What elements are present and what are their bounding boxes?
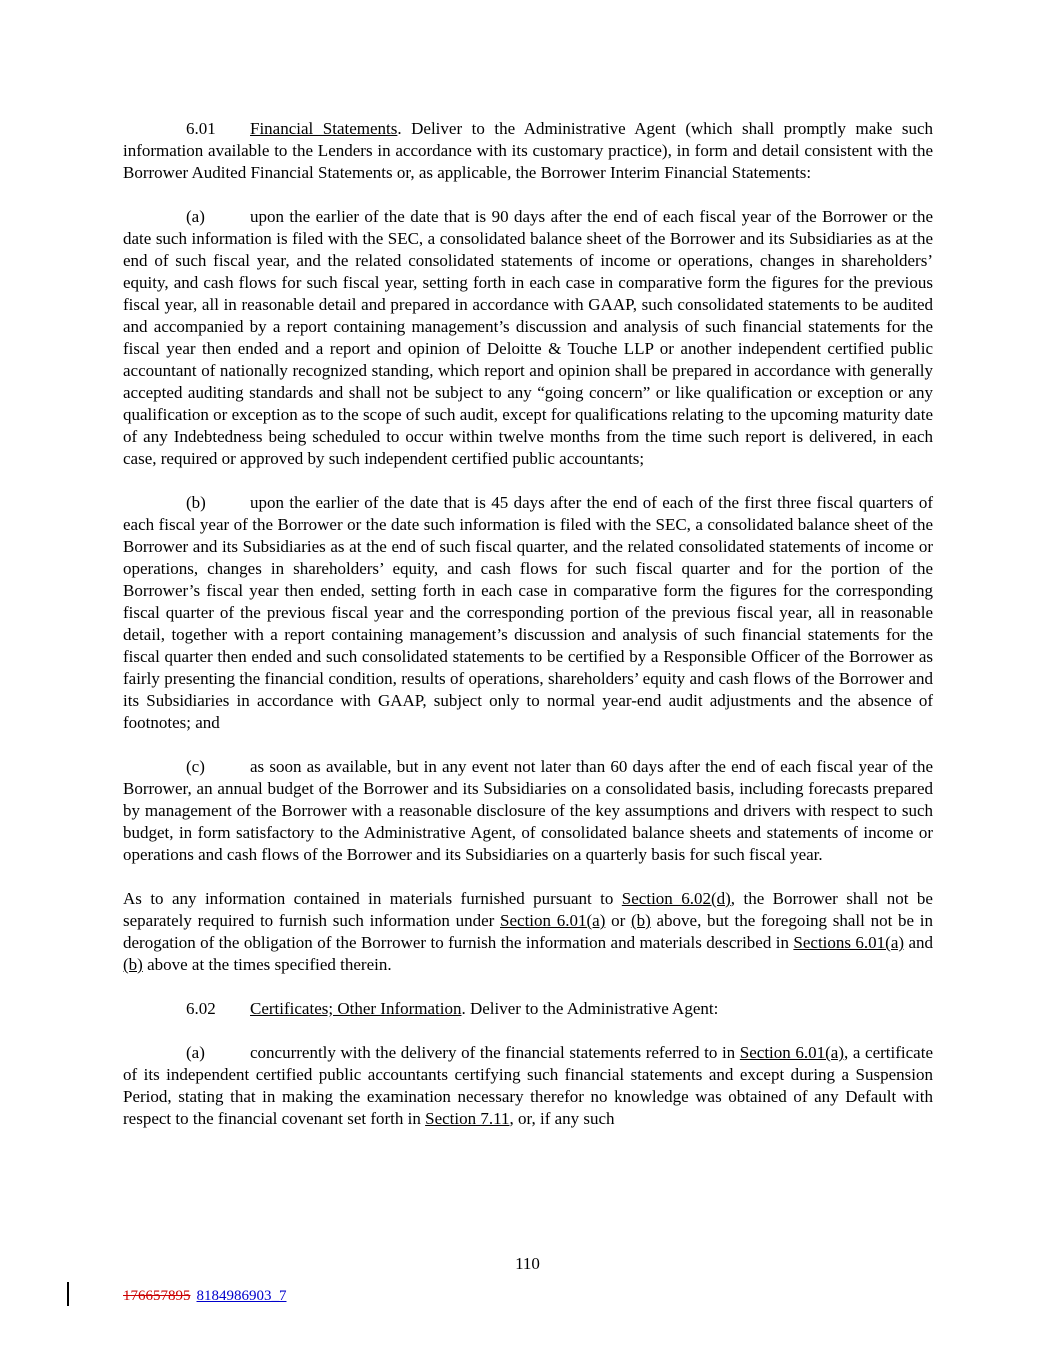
cross-reference-b: (b) — [630, 911, 651, 930]
paragraph-6-02-a — [123, 1042, 933, 1130]
text-run: upon the earlier of the date that is 45 days after the end of each of the first three fiscal quarters of each fiscal year of the Borrower or the date such information is filed with the SEC, a consolidated balance sheet of the Borrower and its Subsidiaries as at the end of such fiscal quarter, and the related consolidated statements of income or operations, changes in shareholders’ equity, and cash flows for such fiscal quarter and for the portion of the Borrower’s fiscal year then ended, setting forth in each case in comparative form the figures for the corresponding fiscal quarter of the previous fiscal year and the corresponding portion of the previous fiscal year, all in reasonable detail, together with a report containing management’s discussion and analysis of such financial statements for the fiscal quarter then ended and such consolidated statements to be certified by a Responsible Officer of the Borrower as fairly presenting the financial condition, results of operations, shareholders’ equity and cash flows of the Borrower and its Subsidiaries in accordance with GAAP, subject only to normal year-end audit adjustments and the absence of footnotes; and — [123, 493, 933, 732]
text-run: , the Borrower shall not be separately required to furnish such information under — [123, 889, 933, 930]
section-heading-6-02: Certificates; Other Information — [250, 999, 462, 1018]
text-run: and — [904, 933, 934, 952]
paragraph-6-01 — [123, 118, 933, 184]
section-heading-6-01: Financial Statements — [250, 119, 398, 138]
clause-marker-c: (c) — [186, 757, 205, 776]
change-bar-icon — [67, 1282, 69, 1306]
text-run: upon the earlier of the date that is 90 days after the end of each fiscal year of the Borrower or the date such information is filed with the SEC, a consolidated balance sheet of the Borrower and its Subsidiaries as at the end of such fiscal year, and the related consolidated statements of income or operations, changes in shareholders’ equity, and cash flows for such fiscal year, setting forth in each case in comparative form the figures for the previous fiscal year, all in reasonable detail and prepared in accordance with GAAP, such consolidated statements to be audited and accompanied by a report containing management’s discussion and analysis of such financial statements for the fiscal year then ended and a report and opinion of Deloitte & Touche LLP or another independent certified public accountant of nationally recognized standing, which report and opinion shall be prepared in accordance with generally accepted auditing standards and shall not be subject to any “going concern” or like qualification or exception or any qualification or exception as to the scope of such audit, except for qualifications relating to the upcoming maturity date of any Indebtedness being scheduled to occur within twelve months from the time such report is delivered, in each case, required or approved by such independent certified public accountants; — [123, 207, 933, 468]
doc-id-footer — [123, 1286, 287, 1306]
cross-reference-section-6-01-a: Section 6.01(a) — [500, 911, 606, 930]
cross-reference-section-6-02-d: Section 6.02(d) — [621, 889, 731, 908]
clause-marker-a: (a) — [186, 207, 205, 226]
text-run: above, but the foregoing shall not be in derogation of the obligation of the Borrower to furnish the information and materials described in — [123, 911, 933, 952]
text-run: , a certificate of its independent certified public accountants certifying such financial statements and except during a Suspension Period, stating that in making the examination necessary therefor no knowledge was obtained of any Default with respect to the financial covenant set forth in — [123, 1043, 933, 1128]
section-number-6-01: 6.01 — [186, 119, 216, 138]
text-run: . Deliver to the Administrative Agent (which shall promptly make such information available to the Lenders in accordance with its customary practice), in form and detail consistent with the Borrower Audited Financial Statements or, as applicable, the Borrower Interim Financial Statements: — [123, 119, 933, 182]
document-body — [123, 118, 933, 1152]
doc-id-old: 176657895 — [123, 1288, 191, 1304]
paragraph-as-to-information — [123, 888, 933, 976]
cross-reference-section-7-11: Section 7.11 — [425, 1109, 510, 1128]
paragraph-6-01-a — [123, 206, 933, 470]
paragraph-6-02 — [123, 998, 933, 1020]
page-number: 110 — [515, 1254, 540, 1273]
text-run: or — [605, 911, 631, 930]
paragraph-6-01-b — [123, 492, 933, 734]
text-run: concurrently with the delivery of the financial statements referred to in — [250, 1043, 740, 1062]
text-run: . Deliver to the Administrative Agent: — [461, 999, 719, 1018]
cross-reference-sections-6-01-a: Sections 6.01(a) — [793, 933, 905, 952]
text-run: above at the times specified therein. — [142, 955, 392, 974]
cross-reference-section-6-01-a-2: Section 6.01(a) — [739, 1043, 845, 1062]
section-number-6-02: 6.02 — [186, 999, 216, 1018]
text-run: As to any information contained in materials furnished pursuant to — [123, 889, 622, 908]
paragraph-6-01-c — [123, 756, 933, 866]
clause-marker-6-02-a: (a) — [186, 1043, 205, 1062]
doc-id-new: 8184986903_7 — [196, 1288, 287, 1304]
text-run: as soon as available, but in any event not later than 60 days after the end of each fiscal year of the Borrower, an annual budget of the Borrower and its Subsidiaries on a consolidated basis, including forecasts prepared by management of the Borrower with a reasonable disclosure of the key assumptions and drivers with respect to such budget, in form satisfactory to the Administrative Agent, of consolidated balance sheets and statements of income or operations and cash flows of the Borrower and its Subsidiaries on a quarterly basis for such fiscal year. — [123, 757, 933, 864]
cross-reference-b-2: (b) — [123, 955, 143, 974]
clause-marker-b: (b) — [186, 493, 206, 512]
text-run: , or, if any such — [509, 1109, 615, 1128]
